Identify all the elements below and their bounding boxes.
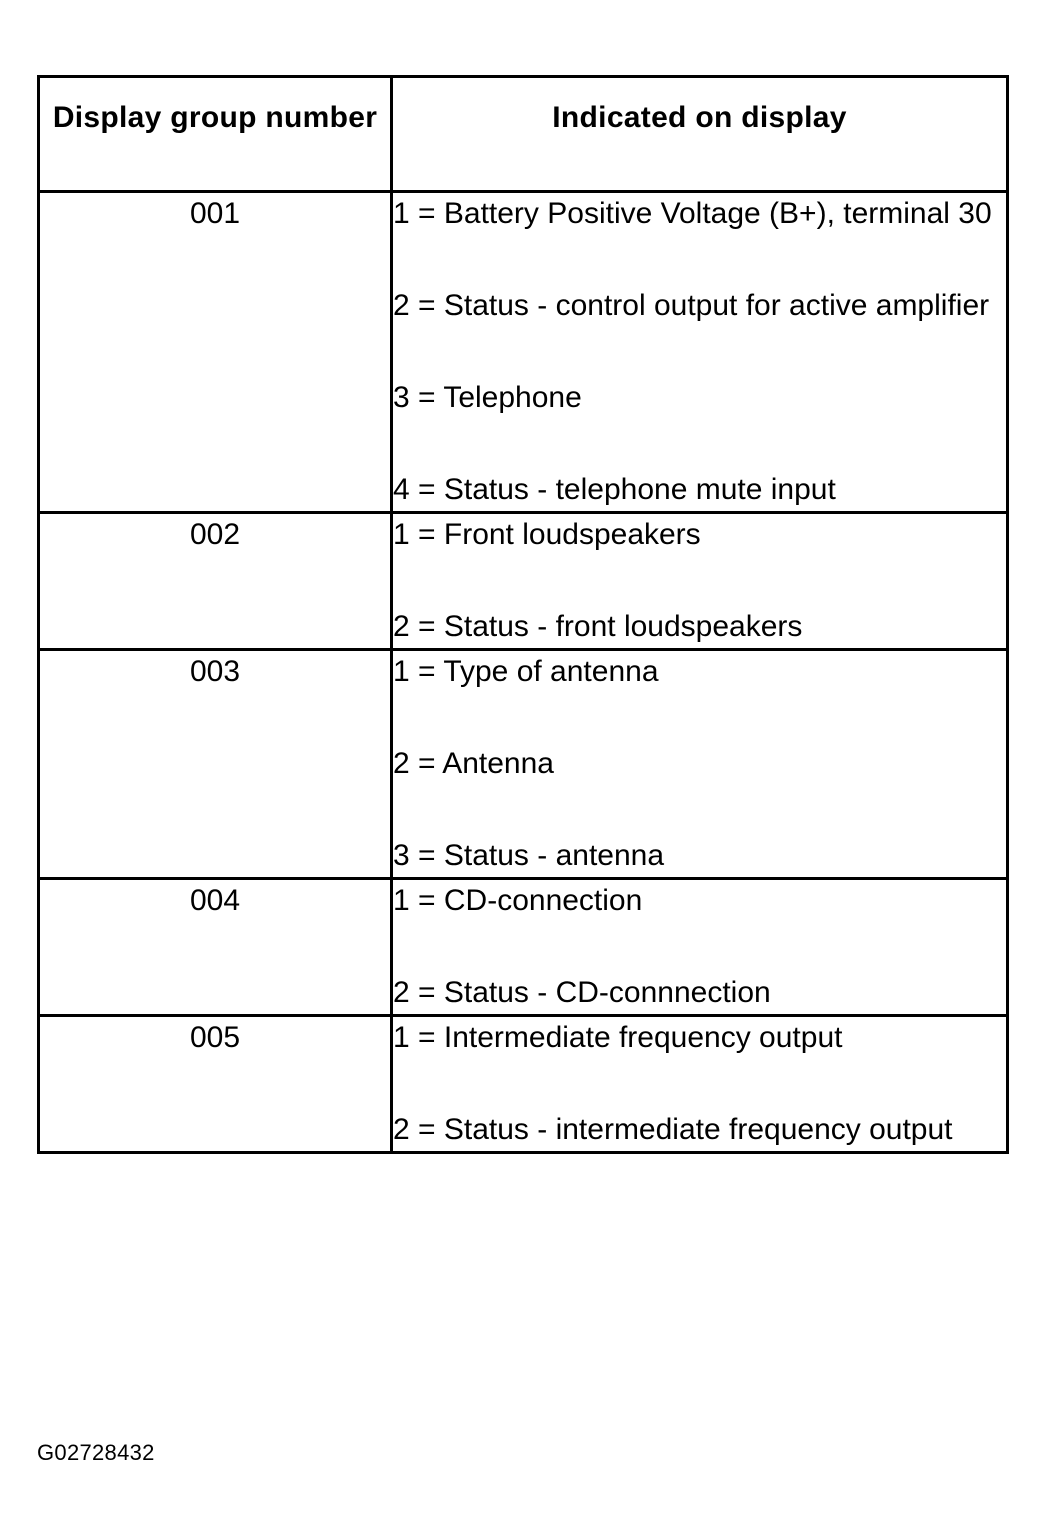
indicated-entry: 2 = Status - CD-connnection [393,976,771,1009]
table-row [39,879,1008,1016]
figure-id-label: G02728432 [37,1440,155,1465]
indicated-entry: 1 = Battery Positive Voltage (B+), terminal 30 [393,197,992,230]
indicated-entry: 2 = Status - intermediate frequency output [393,1113,953,1146]
indicated-cell [392,192,1008,513]
table-row [39,513,1008,650]
group-number-cell: 004 [39,879,392,1016]
indicated-entry: 1 = Front loudspeakers [393,518,701,551]
indicated-entry: 3 = Telephone [393,381,582,414]
indicated-cell [392,513,1008,650]
indicated-cell [392,879,1008,1016]
indicated-entry: 2 = Status - front loudspeakers [393,610,803,643]
indicated-entry: 2 = Status - control output for active amplifier [393,289,990,322]
group-number-cell: 003 [39,650,392,879]
table-row [39,192,1008,513]
group-number-cell: 001 [39,192,392,513]
indicated-entry: 4 = Status - telephone mute input [393,473,836,506]
header-indicated-on-display: Indicated on display [392,77,1008,192]
indicated-cell [392,1016,1008,1153]
group-number-cell: 002 [39,513,392,650]
table-row [39,650,1008,879]
header-row [39,77,1008,192]
indicated-entry: 1 = CD-connection [393,884,643,917]
indicated-entry: 2 = Antenna [393,747,554,780]
table-row [39,1016,1008,1153]
indicated-cell [392,650,1008,879]
indicated-entry: 3 = Status - antenna [393,839,665,872]
display-group-table [37,75,1009,1154]
group-number-cell: 005 [39,1016,392,1153]
header-display-group-number: Display group number [39,77,392,192]
indicated-entry: 1 = Intermediate frequency output [393,1021,843,1054]
indicated-entry: 1 = Type of antenna [393,655,659,688]
